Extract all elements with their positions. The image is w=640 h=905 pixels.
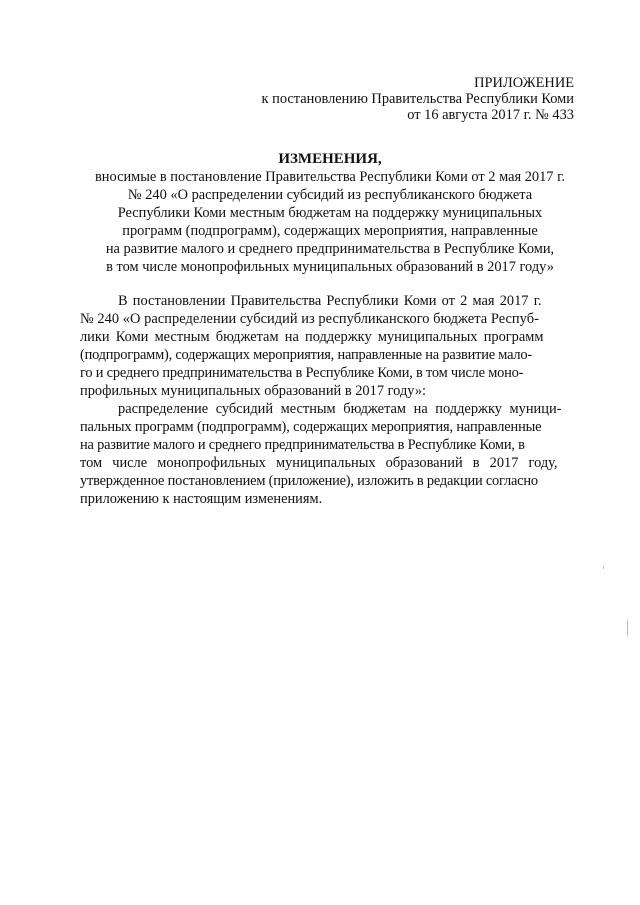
heading-line: Республики Коми местным бюджетам на поддержку муниципальных xyxy=(117,205,543,221)
body-line: лики Коми местным бюджетам на поддержку муниципальных программ xyxy=(80,329,544,345)
body-line: профильных муниципальных образований в 2017 году»: xyxy=(80,383,427,399)
body-line: пальных программ (подпрограмм), содержащих мероприятия, направленные xyxy=(80,419,542,435)
scan-mark xyxy=(603,566,604,569)
annex-decree-date: от 16 августа 2017 г. № 433 xyxy=(407,107,574,123)
body-line: В постановлении Правительства Республики Коми от 2 мая 2017 г. xyxy=(118,293,542,309)
body-line: приложению к настоящим изменениям. xyxy=(80,491,323,507)
heading-line: в том числе монопрофильных муниципальных образований в 2017 году» xyxy=(106,259,554,275)
body-line: (подпрограмм), содержащих мероприятия, направленные на развитие мало- xyxy=(80,347,532,363)
annex-decree-reference: к постановлению Правительства Республики Коми xyxy=(261,91,574,107)
heading-line: № 240 «О распределении субсидий из республиканского бюджета xyxy=(127,187,533,203)
body-line: на развитие малого и среднего предпринимательства в Республике Коми, в xyxy=(80,437,525,453)
body-line: утвержденное постановлением (приложение), изложить в редакции согласно xyxy=(80,473,538,489)
body-line: го и среднего предпринимательства в Республике Коми, в том числе моно- xyxy=(80,365,524,381)
heading-line: на развитие малого и среднего предпринимательства в Республике Коми, xyxy=(105,241,555,257)
body-line: распределение субсидий местным бюджетам на поддержку муници- xyxy=(118,401,562,417)
annex-label: ПРИЛОЖЕНИЕ xyxy=(474,75,574,91)
body-line: № 240 «О распределении субсидий из республиканского бюджета Респуб- xyxy=(80,311,539,327)
body-line: том числе монопрофильных муниципальных образований в 2017 году, xyxy=(80,455,558,471)
heading-line: вносимые в постановление Правительства Республики Коми от 2 мая 2017 г. xyxy=(95,169,565,185)
changes-title: ИЗМЕНЕНИЯ, xyxy=(278,151,382,167)
heading-line: программ (подпрограмм), содержащих мероприятия, направленные xyxy=(122,223,538,239)
scan-mark xyxy=(627,620,628,636)
